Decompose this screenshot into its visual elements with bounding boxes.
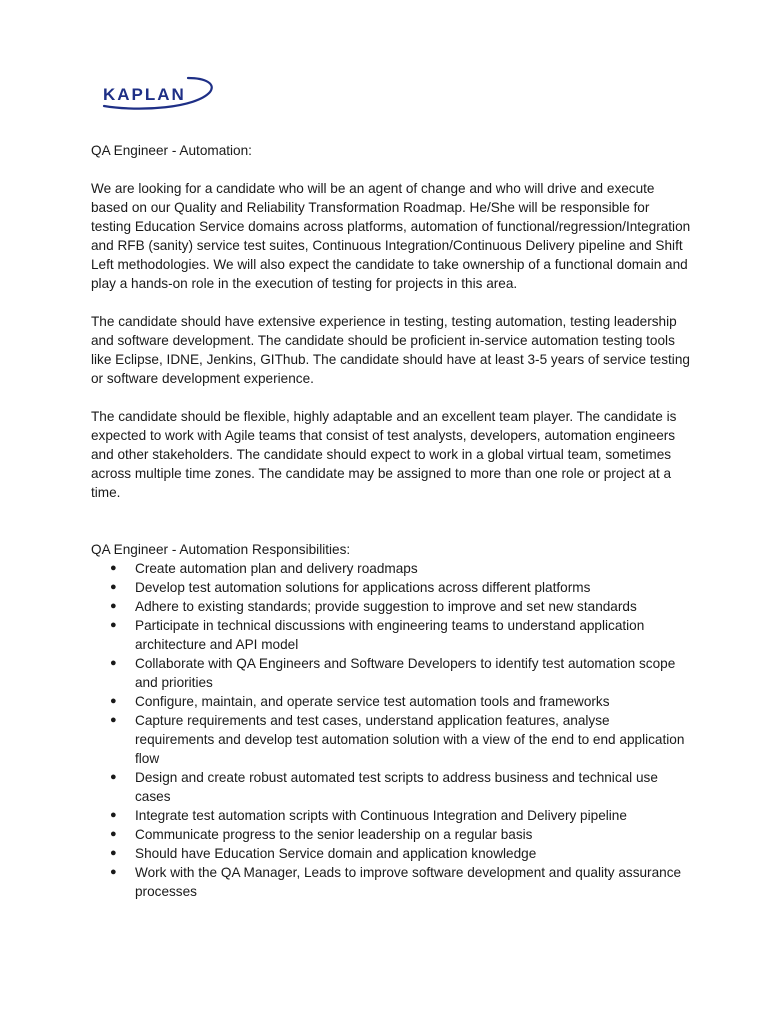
bullet-icon: ● xyxy=(110,714,117,726)
responsibility-item xyxy=(91,692,691,711)
responsibility-item xyxy=(91,844,691,863)
responsibility-text: Work with the QA Manager, Leads to improve software development and quality assurance processes xyxy=(135,865,682,899)
responsibility-text: Collaborate with QA Engineers and Software Developers to identify test automation scope and priorities xyxy=(135,656,676,690)
bullet-icon: ● xyxy=(110,866,117,878)
responsibility-text: Capture requirements and test cases, understand application features, analyse requirements and develop test automation solution with a view of the end to end application flow xyxy=(135,713,685,766)
responsibility-text: Adhere to existing standards; provide suggestion to improve and set new standards xyxy=(135,599,637,614)
bullet-icon: ● xyxy=(110,771,117,783)
responsibility-item xyxy=(91,768,691,806)
responsibilities-list xyxy=(91,559,691,901)
bullet-icon: ● xyxy=(110,695,117,707)
responsibility-text: Should have Education Service domain and application knowledge xyxy=(135,846,537,861)
kaplan-logo-graphic xyxy=(100,76,216,112)
responsibility-item xyxy=(91,597,691,616)
responsibility-text: Design and create robust automated test scripts to address business and technical use cases xyxy=(135,770,658,804)
responsibility-text: Integrate test automation scripts with Continuous Integration and Delivery pipeline xyxy=(135,808,627,823)
responsibility-item xyxy=(91,863,691,901)
responsibility-item xyxy=(91,559,691,578)
intro-paragraph: We are looking for a candidate who will be an agent of change and who will drive and execute based on our Quality and Reliability Transformation Roadmap. He/She will be responsible for testing Education Service domains across platforms, automation of functional/regression/Integration and RFB (sanity) service test suites, Continuous Integration/Continuous Delivery pipeline and Shift Left methodologies. We will also expect the candidate to take ownership of a functional domain and play a hands-on role in the execution of testing for projects in this area. xyxy=(91,181,691,291)
responsibility-item xyxy=(91,616,691,654)
responsibility-item xyxy=(91,806,691,825)
kaplan-logo xyxy=(100,76,216,112)
responsibility-text: Communicate progress to the senior leadership on a regular basis xyxy=(135,827,533,842)
bullet-icon: ● xyxy=(110,809,117,821)
responsibility-text: Configure, maintain, and operate service test automation tools and frameworks xyxy=(135,694,610,709)
bullet-icon: ● xyxy=(110,600,117,612)
responsibility-item xyxy=(91,654,691,692)
responsibility-item xyxy=(91,825,691,844)
experience-paragraph: The candidate should have extensive experience in testing, testing automation, testing leadership and software development. The candidate should be proficient in-service automation testing tools like Eclipse, IDNE, Jenkins, GIThub. The candidate should have at least 3-5 years of service testing or software development experience. xyxy=(91,314,690,386)
document-title: QA Engineer - Automation: xyxy=(91,143,252,158)
bullet-icon: ● xyxy=(110,581,117,593)
team-paragraph: The candidate should be flexible, highly adaptable and an excellent team player. The candidate is expected to work with Agile teams that consist of test analysts, developers, automation engineers and other stakeholders. The candidate should expect to work in a global virtual team, sometimes across multiple time zones. The candidate may be assigned to more than one role or project at a time. xyxy=(91,409,677,500)
bullet-icon: ● xyxy=(110,562,117,574)
responsibility-text: Develop test automation solutions for applications across different platforms xyxy=(135,580,591,595)
bullet-icon: ● xyxy=(110,828,117,840)
responsibility-text: Participate in technical discussions with engineering teams to understand application architecture and API model xyxy=(135,618,645,652)
bullet-icon: ● xyxy=(110,847,117,859)
responsibility-item xyxy=(91,578,691,597)
responsibilities-heading: QA Engineer - Automation Responsibilities: xyxy=(91,542,351,557)
document-body xyxy=(91,141,691,901)
bullet-icon: ● xyxy=(110,657,117,669)
responsibility-item xyxy=(91,711,691,768)
responsibility-text: Create automation plan and delivery roadmaps xyxy=(135,561,418,576)
bullet-icon: ● xyxy=(110,619,117,631)
kaplan-logo-text: KAPLAN xyxy=(103,85,186,104)
